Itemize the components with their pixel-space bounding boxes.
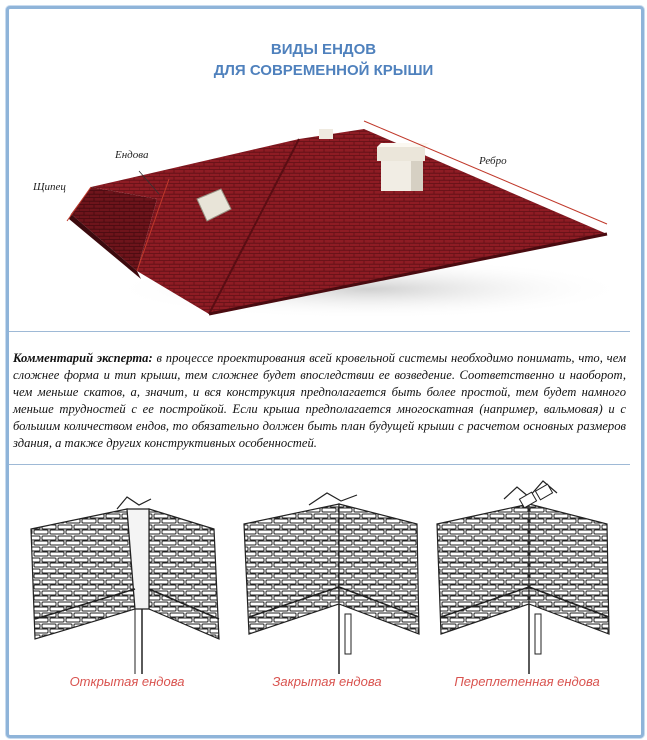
valley-diagrams bbox=[9, 469, 638, 731]
label-rebro: Ребро bbox=[479, 155, 507, 167]
caption-woven-valley: Переплетенная ендова bbox=[454, 674, 600, 689]
caption-closed-valley: Закрытая ендова bbox=[272, 674, 382, 689]
page-title bbox=[9, 39, 638, 81]
content-area bbox=[9, 9, 638, 732]
comment-lead: Комментарий эксперта: bbox=[13, 351, 153, 365]
expert-comment bbox=[9, 331, 630, 465]
comment-paragraph bbox=[13, 350, 626, 452]
diagram-open-valley bbox=[31, 497, 219, 674]
label-shchipets: Щипец bbox=[33, 181, 66, 193]
vent-small bbox=[319, 129, 333, 139]
diagram-woven-valley bbox=[437, 481, 609, 674]
title-line-1: ВИДЫ ЕНДОВ bbox=[270, 41, 377, 58]
chimney bbox=[377, 143, 429, 191]
diagram-closed-valley bbox=[244, 493, 419, 674]
title-line-2: ДЛЯ СОВРЕМЕННОЙ КРЫШИ bbox=[213, 62, 434, 79]
label-endova: Ендова bbox=[115, 149, 149, 161]
comment-text: в процессе проектирования всей кровельной системы необходимо понимать, что, чем сложнее форма и тип крыши, тем сложнее будет впоследствии ее возведение. Соответственно и наоборот, чем меньше скатов, а, значит, и вся конструкция предполагается быть более простой, тем будет намного меньше трудностей с ее постройкой. Если крыша предполагается многоскатная (например, вальмовая) и с большим количеством ендов, то обязательно должен быть план будущей крыши с расчетом основных размеров здания, а также других конструктивных особенностей. bbox=[13, 351, 627, 450]
caption-open-valley: Открытая ендова bbox=[69, 674, 185, 689]
